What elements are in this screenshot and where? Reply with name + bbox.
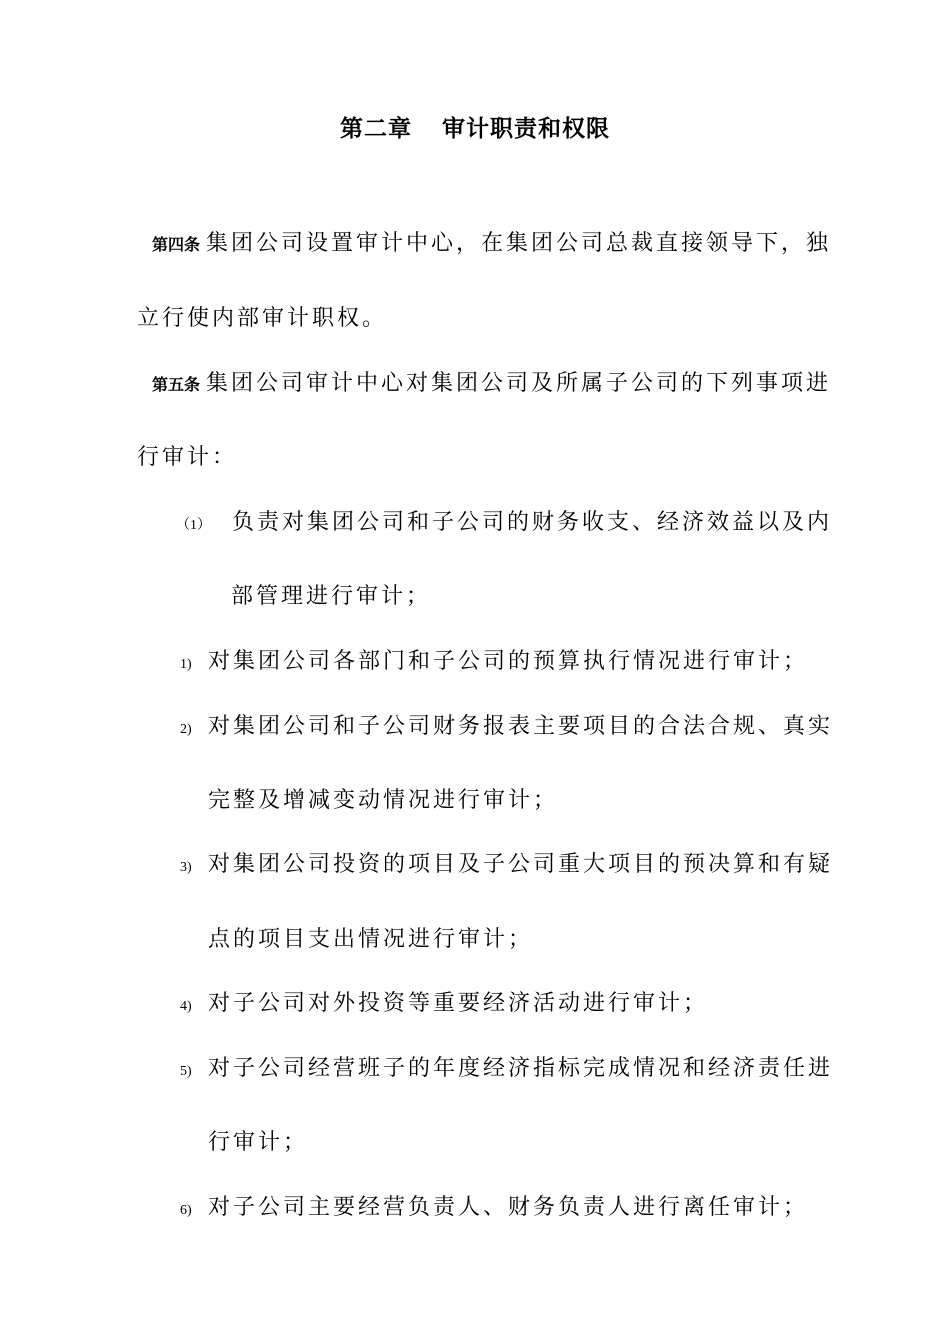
- item-1-line-1: [180, 647, 808, 680]
- item-2-text-1: 对集团公司和子公司财务报表主要项目的合法合规、真实: [208, 714, 834, 739]
- item-3-label: 3): [180, 860, 192, 875]
- article-5-label: 第五条: [152, 375, 201, 394]
- chapter-heading: [0, 110, 950, 143]
- article-4-label: 第四条: [152, 235, 201, 254]
- item-6-label: 6): [180, 1203, 192, 1218]
- item-3-text-1: 对集团公司投资的项目及子公司重大项目的预决算和有疑: [208, 852, 834, 877]
- item-2-label: 2): [180, 722, 192, 737]
- clause-1-label: （1）: [176, 518, 211, 533]
- item-4-line-1: [180, 989, 708, 1022]
- clause-1-line-2: 部管理进行审计；: [231, 584, 432, 609]
- article-4-line-1: [152, 229, 831, 260]
- item-2-line-1: [180, 712, 833, 745]
- item-4-label: 4): [180, 999, 192, 1014]
- item-5-label: 5): [180, 1064, 192, 1079]
- article-5-text-1: 集团公司审计中心对集团公司及所属子公司的下列事项进: [206, 371, 832, 396]
- chapter-title: 审计职责和权限: [442, 115, 610, 142]
- item-5-text-1: 对子公司经营班子的年度经济指标完成情况和经济责任进: [208, 1056, 834, 1081]
- item-1-label: 1): [180, 657, 192, 672]
- item-5-line-2: 行审计；: [208, 1130, 309, 1155]
- article-5-line-2: 行审计：: [137, 445, 238, 470]
- item-4-text-1: 对子公司对外投资等重要经济活动进行审计；: [208, 991, 709, 1016]
- item-2-line-2: 完整及增减变动情况进行审计；: [208, 788, 559, 813]
- item-3-line-1: [180, 850, 833, 883]
- item-6-text-1: 对子公司主要经营负责人、财务负责人进行离任审计；: [208, 1195, 809, 1220]
- article-5-line-1: [152, 369, 831, 400]
- item-6-line-1: [180, 1193, 808, 1226]
- item-5-line-1: [180, 1054, 833, 1087]
- item-1-text-1: 对集团公司各部门和子公司的预算执行情况进行审计；: [208, 649, 809, 674]
- article-4-text-1: 集团公司设置审计中心，在集团公司总裁直接领导下，独: [206, 231, 832, 256]
- clause-1-text-1: 负责对集团公司和子公司的财务收支、经济效益以及内: [232, 510, 833, 535]
- chapter-number: 第二章: [340, 115, 412, 142]
- item-3-line-2: 点的项目支出情况进行审计；: [208, 927, 534, 952]
- clause-1-line-1: [176, 508, 832, 541]
- article-4-line-2: 立行使内部审计职权。: [137, 306, 388, 331]
